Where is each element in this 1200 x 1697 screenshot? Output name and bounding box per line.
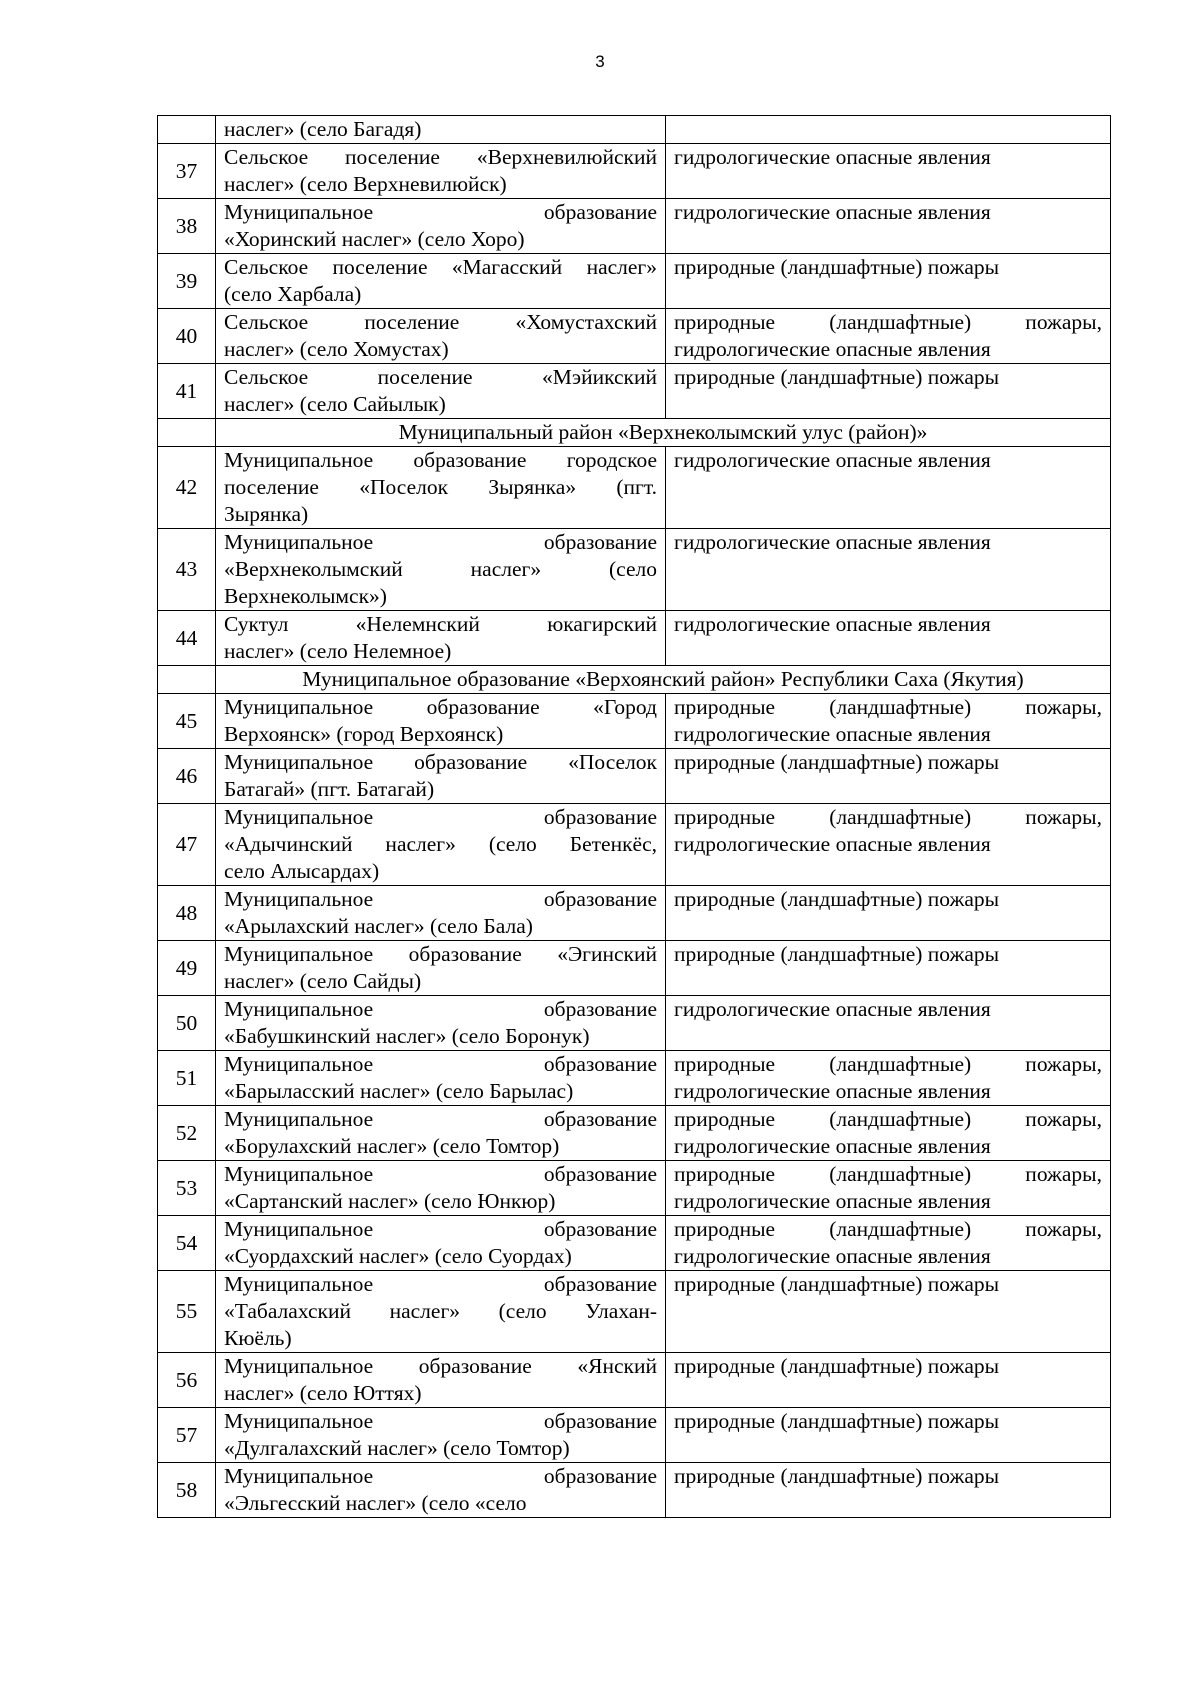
municipality-name-line: «Сартанский наслег» (село Юнкюр): [224, 1189, 556, 1213]
table-row: [158, 447, 1111, 529]
municipality-name-line: «Адычинский наслег» (село Бетенкёс,: [224, 832, 657, 856]
hazard-line: природные (ландшафтные) пожары,: [674, 1052, 1102, 1076]
hazard-line: гидрологические опасные явления: [674, 448, 991, 472]
hazard-line: гидрологические опасные явления: [674, 145, 991, 169]
hazard-line: природные (ландшафтные) пожары: [674, 1409, 1000, 1433]
table-row: [158, 144, 1111, 199]
section-title: Муниципальное образование «Верхоянский район» Республики Саха (Якутия): [216, 666, 1111, 694]
row-number: 47: [158, 804, 216, 886]
table-row: [158, 1408, 1111, 1463]
hazard-line: природные (ландшафтные) пожары,: [674, 1107, 1102, 1131]
municipality-name: [216, 886, 666, 941]
section-number-cell: [158, 419, 216, 447]
hazard-line: природные (ландшафтные) пожары: [674, 750, 1000, 774]
hazard-line: гидрологические опасные явления: [674, 1189, 991, 1213]
row-number: 37: [158, 144, 216, 199]
municipality-name: [216, 1463, 666, 1518]
row-number: 50: [158, 996, 216, 1051]
hazard-line: природные (ландшафтные) пожары: [674, 1354, 1000, 1378]
municipality-name-line: Муниципальное образование: [224, 887, 657, 911]
row-number: 53: [158, 1161, 216, 1216]
municipality-name-line: Муниципальное образование: [224, 1107, 657, 1131]
municipality-name: [216, 996, 666, 1051]
hazard-line: гидрологические опасные явления: [674, 337, 991, 361]
page-number: 3: [595, 52, 605, 71]
municipality-name: [216, 529, 666, 611]
row-number: 49: [158, 941, 216, 996]
hazard-line: природные (ландшафтные) пожары: [674, 942, 1000, 966]
hazard-line: природные (ландшафтные) пожары: [674, 255, 1000, 279]
municipality-name-line: Суктул «Нелемнский юкагирский: [224, 612, 657, 636]
municipality-name-line: наслег» (село Багадя): [224, 117, 422, 141]
hazard-type: [666, 254, 1111, 309]
municipality-name-line: поселение «Поселок Зырянка» (пгт.: [224, 475, 657, 499]
municipality-name-line: «Эльгесский наслег» (село «село: [224, 1491, 527, 1515]
municipality-name-line: «Арылахский наслег» (село Бала): [224, 914, 533, 938]
hazard-line: гидрологические опасные явления: [674, 530, 991, 554]
hazard-type: [666, 1106, 1111, 1161]
municipality-name-line: Сельское поселение «Хомустахский: [224, 310, 657, 334]
municipality-name: [216, 749, 666, 804]
hazard-line: природные (ландшафтные) пожары: [674, 1272, 1000, 1296]
municipality-name-line: «Бабушкинский наслег» (село Боронук): [224, 1024, 590, 1048]
municipality-name: [216, 941, 666, 996]
row-number: 41: [158, 364, 216, 419]
municipality-name-line: село Алысардах): [224, 859, 380, 883]
municipality-name-line: Муниципальное образование: [224, 997, 657, 1021]
municipality-name-line: Муниципальное образование: [224, 1162, 657, 1186]
table-row: [158, 804, 1111, 886]
row-number: 38: [158, 199, 216, 254]
row-number: 48: [158, 886, 216, 941]
row-number: 39: [158, 254, 216, 309]
hazard-type: [666, 804, 1111, 886]
row-number: 57: [158, 1408, 216, 1463]
municipality-name-line: Кюёль): [224, 1326, 292, 1350]
hazard-type: [666, 1051, 1111, 1106]
table-row: [158, 749, 1111, 804]
hazard-type: [666, 749, 1111, 804]
table-row: [158, 941, 1111, 996]
table-row: [158, 1353, 1111, 1408]
table-row: [158, 1463, 1111, 1518]
municipality-name-line: «Табалахский наслег» (село Улахан-: [224, 1299, 657, 1323]
hazard-type: [666, 996, 1111, 1051]
hazard-type: [666, 1408, 1111, 1463]
municipality-name-line: наслег» (село Верхневилюйск): [224, 172, 507, 196]
section-header-row: [158, 419, 1111, 447]
hazard-line: гидрологические опасные явления: [674, 832, 991, 856]
hazard-type: [666, 199, 1111, 254]
table-row: [158, 529, 1111, 611]
row-number: 42: [158, 447, 216, 529]
hazard-type: [666, 1353, 1111, 1408]
hazard-type: [666, 364, 1111, 419]
municipality-name-line: Муниципальное образование: [224, 530, 657, 554]
municipality-name: [216, 1216, 666, 1271]
row-number: 51: [158, 1051, 216, 1106]
municipality-name-line: Батагай» (пгт. Батагай): [224, 777, 435, 801]
municipality-name-line: «Борулахский наслег» (село Томтор): [224, 1134, 560, 1158]
row-number: 46: [158, 749, 216, 804]
municipality-name-line: наслег» (село Юттях): [224, 1381, 422, 1405]
table-row: [158, 1271, 1111, 1353]
table-row: [158, 1161, 1111, 1216]
municipality-name: [216, 199, 666, 254]
municipality-name-line: Муниципальное образование «Город: [224, 695, 657, 719]
municipality-name-line: Сельское поселение «Магасский наслег»: [224, 255, 657, 279]
row-number: 56: [158, 1353, 216, 1408]
municipality-name-line: (село Харбала): [224, 282, 362, 306]
municipality-name-line: Муниципальное образование городское: [224, 448, 657, 472]
table-row: [158, 1106, 1111, 1161]
hazard-type: [666, 611, 1111, 666]
municipality-name: [216, 804, 666, 886]
municipality-name-line: Муниципальное образование «Эгинский: [224, 942, 657, 966]
table-row: [158, 694, 1111, 749]
municipality-name-line: «Дулгалахский наслег» (село Томтор): [224, 1436, 570, 1460]
municipality-name-line: «Суордахский наслег» (село Суордах): [224, 1244, 572, 1268]
municipality-name: [216, 1161, 666, 1216]
table-body: [158, 116, 1111, 1518]
hazard-type: [666, 529, 1111, 611]
row-number: 52: [158, 1106, 216, 1161]
section-number-cell: [158, 666, 216, 694]
municipality-name: [216, 144, 666, 199]
table-row: [158, 1051, 1111, 1106]
table-row: [158, 199, 1111, 254]
municipality-name-line: Муниципальное образование «Янский: [224, 1354, 657, 1378]
hazard-line: гидрологические опасные явления: [674, 1134, 991, 1158]
municipality-name: [216, 1271, 666, 1353]
hazard-line: природные (ландшафтные) пожары,: [674, 695, 1102, 719]
municipality-name-line: наслег» (село Сайылык): [224, 392, 446, 416]
hazard-type: [666, 886, 1111, 941]
municipality-name-line: Муниципальное образование: [224, 1052, 657, 1076]
municipality-name-line: Муниципальное образование: [224, 1272, 657, 1296]
table-row: [158, 886, 1111, 941]
municipalities-table: [157, 115, 1111, 1518]
hazard-type: [666, 694, 1111, 749]
hazard-line: природные (ландшафтные) пожары: [674, 365, 1000, 389]
hazard-type: [666, 1161, 1111, 1216]
municipality-name: [216, 309, 666, 364]
municipality-name-line: Муниципальное образование: [224, 805, 657, 829]
hazard-line: природные (ландшафтные) пожары,: [674, 310, 1102, 334]
table-row: [158, 364, 1111, 419]
table-row: [158, 116, 1111, 144]
hazard-line: природные (ландшафтные) пожары,: [674, 1217, 1102, 1241]
hazard-line: гидрологические опасные явления: [674, 612, 991, 636]
table-row: [158, 1216, 1111, 1271]
municipality-name-line: «Верхнеколымский наслег» (село: [224, 557, 657, 581]
section-title: Муниципальный район «Верхнеколымский улус (район)»: [216, 419, 1111, 447]
municipality-name: [216, 694, 666, 749]
municipality-name: [216, 116, 666, 144]
municipality-name-line: Муниципальное образование: [224, 1217, 657, 1241]
hazard-type: [666, 116, 1111, 144]
municipality-name-line: наслег» (село Хомустах): [224, 337, 449, 361]
row-number: 45: [158, 694, 216, 749]
municipality-name: [216, 1051, 666, 1106]
municipality-name-line: «Барыласский наслег» (село Барылас): [224, 1079, 574, 1103]
table-row: [158, 309, 1111, 364]
municipality-name: [216, 364, 666, 419]
hazard-line: гидрологические опасные явления: [674, 1079, 991, 1103]
municipality-name: [216, 254, 666, 309]
municipality-name-line: наслег» (село Нелемное): [224, 639, 452, 663]
hazard-line: природные (ландшафтные) пожары: [674, 887, 1000, 911]
municipality-name-line: Муниципальное образование: [224, 1464, 657, 1488]
hazard-type: [666, 941, 1111, 996]
hazard-type: [666, 1463, 1111, 1518]
municipality-name-line: Муниципальное образование: [224, 1409, 657, 1433]
table-row: [158, 254, 1111, 309]
row-number: 40: [158, 309, 216, 364]
hazard-type: [666, 1271, 1111, 1353]
row-number: 55: [158, 1271, 216, 1353]
hazard-type: [666, 447, 1111, 529]
municipality-name-line: Сельское поселение «Верхневилюйский: [224, 145, 657, 169]
hazard-line: природные (ландшафтные) пожары,: [674, 805, 1102, 829]
hazard-line: гидрологические опасные явления: [674, 722, 991, 746]
hazard-type: [666, 144, 1111, 199]
hazard-line: гидрологические опасные явления: [674, 997, 991, 1021]
hazard-type: [666, 309, 1111, 364]
table-row: [158, 611, 1111, 666]
municipality-name-line: Зырянка): [224, 502, 309, 526]
municipality-name-line: наслег» (село Сайды): [224, 969, 422, 993]
row-number: 54: [158, 1216, 216, 1271]
municipality-name: [216, 447, 666, 529]
municipality-name: [216, 1408, 666, 1463]
municipality-name: [216, 611, 666, 666]
municipality-name-line: Верхоянск» (город Верхоянск): [224, 722, 504, 746]
municipality-name: [216, 1106, 666, 1161]
section-header-row: [158, 666, 1111, 694]
table-row: [158, 996, 1111, 1051]
hazard-line: гидрологические опасные явления: [674, 200, 991, 224]
municipality-name-line: «Хоринский наслег» (село Хоро): [224, 227, 525, 251]
row-number: 43: [158, 529, 216, 611]
hazard-line: гидрологические опасные явления: [674, 1244, 991, 1268]
row-number: 58: [158, 1463, 216, 1518]
municipality-name-line: Верхнеколымск»): [224, 584, 387, 608]
municipality-name-line: Муниципальное образование: [224, 200, 657, 224]
row-number: [158, 116, 216, 144]
municipality-name-line: Муниципальное образование «Поселок: [224, 750, 657, 774]
hazard-type: [666, 1216, 1111, 1271]
hazard-line: природные (ландшафтные) пожары,: [674, 1162, 1102, 1186]
municipality-name: [216, 1353, 666, 1408]
hazard-line: природные (ландшафтные) пожары: [674, 1464, 1000, 1488]
municipality-name-line: Сельское поселение «Мэйикский: [224, 365, 657, 389]
row-number: 44: [158, 611, 216, 666]
